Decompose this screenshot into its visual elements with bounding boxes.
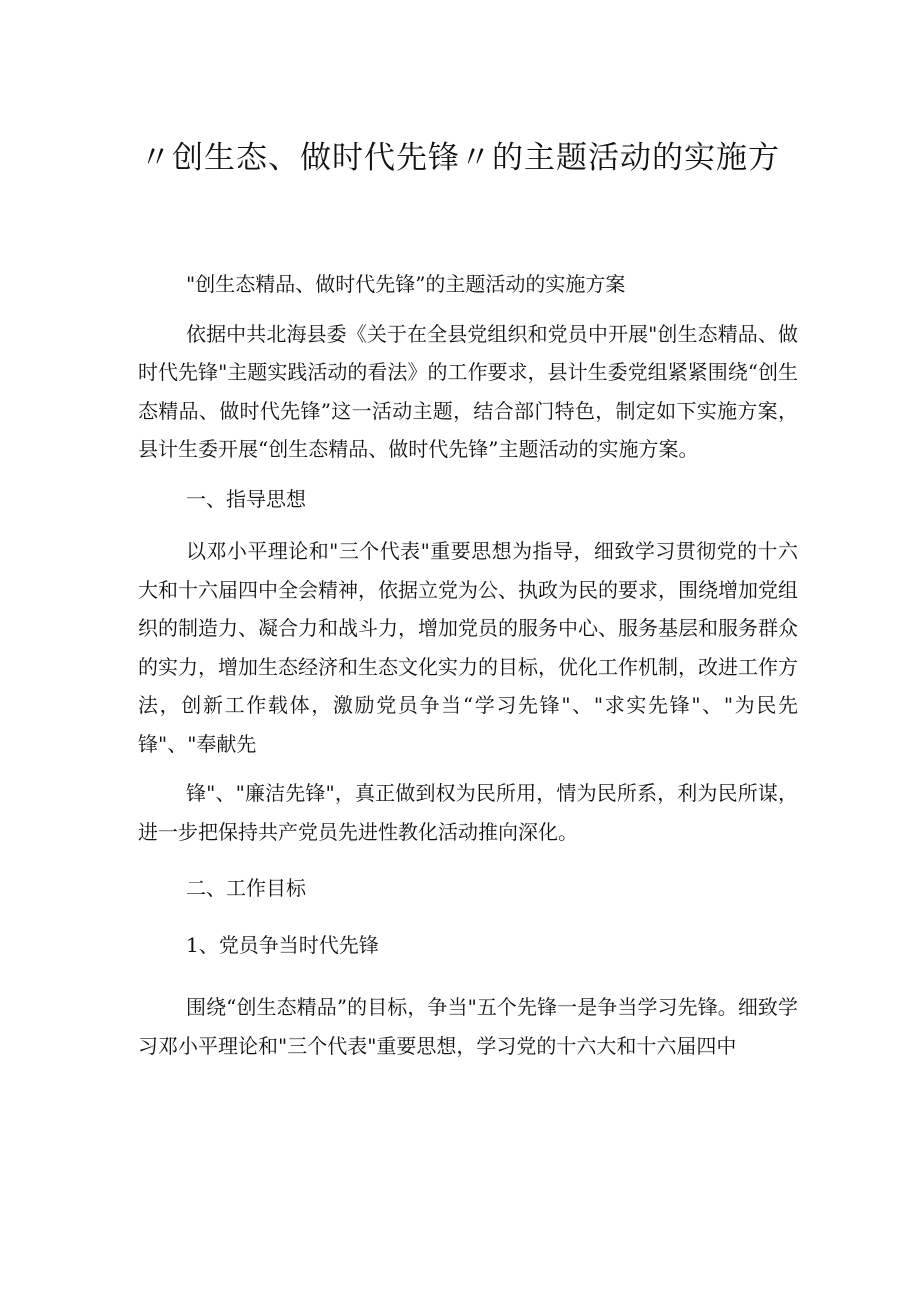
document-title: 〃创生态、做时代先锋〃的主题活动的实施方 [140,140,780,176]
subsection-heading-party-members: 1、党员争当时代先锋 [186,932,379,957]
guiding-thought-continuation: 锋"、"廉洁先锋"，真正做到权为民所用，情为民所系，利为民所谋，进一步把保持共产党员先进性教化活动推向深化。 [138,781,798,844]
document-body [138,265,798,1065]
subtitle-paragraph: "创生态精品、做时代先锋”的主题活动的实施方案 [186,272,626,296]
section-heading-guiding-thought: 一、指导思想 [186,486,306,511]
intro-paragraph: 依据中共北海县委《关于在全县党组织和党员中开展"创生态精品、做时代先锋"主题实践活动的看法》的工作要求，县计生委党组紧紧围绕“创生态精品、做时代先锋”这一活动主题，结合部门特色，制定如下实施方案，县计生委开展“创生态精品、做时代先锋”主题活动的实施方案。 [138,321,798,461]
party-members-paragraph: 围绕“创生态精品”的目标，争当"五个先锋一是争当学习先锋。细致学习邓小平理论和"三个代表"重要思想，学习党的十六大和十六届四中 [138,995,798,1058]
guiding-thought-paragraph: 以邓小平理论和"三个代表"重要思想为指导，细致学习贯彻党的十六大和十六届四中全会精神，依据立党为公、执政为民的要求，围绕增加党组织的制造力、凝合力和战斗力，增加党员的服务中心、服务基层和服务群众的实力，增加生态经济和生态文化实力的目标，优化工作机制，改进工作方法，创新工作载体，激励党员争当“学习先锋"、"求实先锋"、"为民先锋"、"奉献先 [138,539,798,756]
section-heading-work-goals: 二、工作目标 [186,876,306,900]
